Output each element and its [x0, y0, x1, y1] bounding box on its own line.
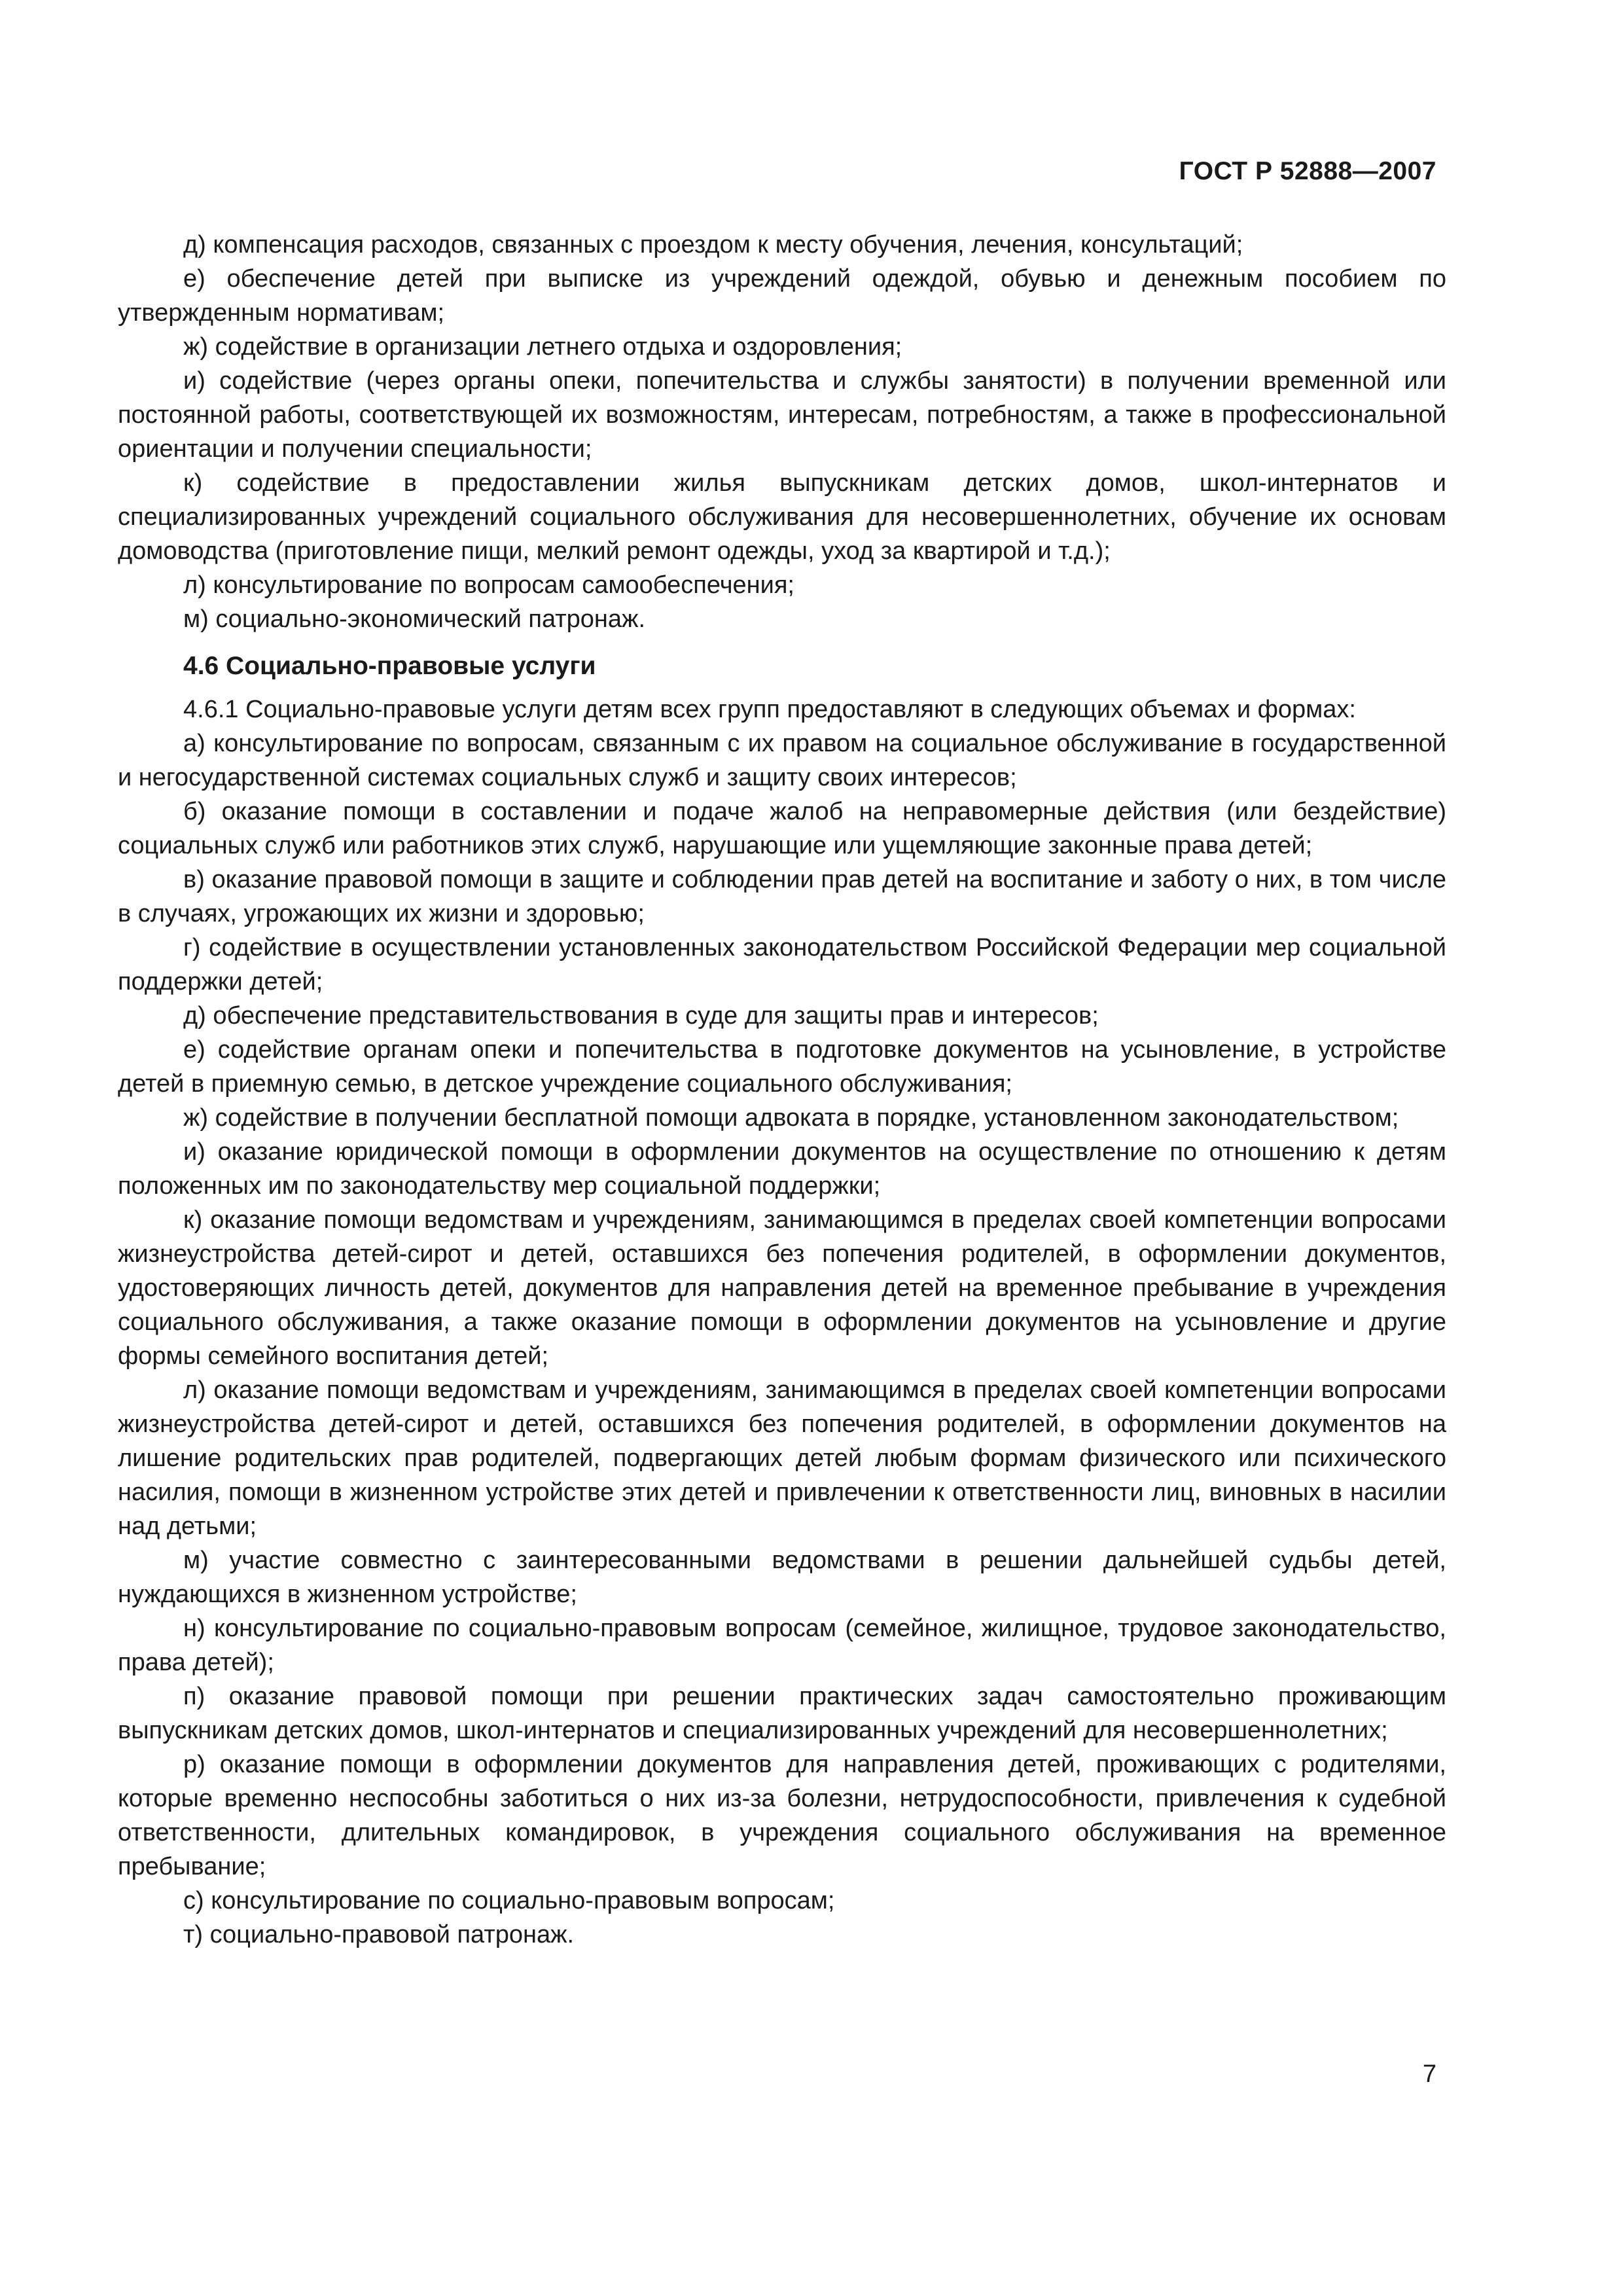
document-code-header: ГОСТ Р 52888—2007: [1179, 157, 1436, 185]
list-item: г) содействие в осуществлении установленных законодательством Российской Федерации мер социальной поддержки детей;: [118, 934, 1446, 996]
list-item: и) оказание юридической помощи в оформлении документов на осуществление по отношению к детям положенных им по законодательству мер социальной поддержки;: [118, 1138, 1446, 1200]
list-item: и) содействие (через органы опеки, попечительства и службы занятости) в получении временной или постоянной работы, соответствующей их возможностям, интересам, потребностям, а также в профессиональной ориентации и получении специальности;: [118, 367, 1446, 463]
list-item: л) консультирование по вопросам самообеспечения;: [183, 571, 794, 599]
list-item: в) оказание правовой помощи в защите и соблюдении прав детей на воспитание и заботу о них, в том числе в случаях, угрожающих их жизни и здоровью;: [118, 866, 1446, 927]
list-item: к) содействие в предоставлении жилья выпускникам детских домов, школ-интернатов и специализированных учреждений социального обслуживания для несовершеннолетних, обучение их основам домоводства (приготовление пищи, мелкий ремонт одежды, уход за квартирой и т.д.);: [118, 469, 1446, 565]
list-item: а) консультирование по вопросам, связанным с их правом на социальное обслуживание в государственной и негосударственной системах социальных служб и защиту своих интересов;: [118, 730, 1446, 791]
list-item: ж) содействие в организации летнего отдыха и оздоровления;: [183, 333, 902, 361]
list-item: е) содействие органам опеки и попечительства в подготовке документов на усыновление, в устройстве детей в приемную семью, в детское учреждение социального обслуживания;: [118, 1036, 1446, 1098]
list-item: р) оказание помощи в оформлении документов для направления детей, проживающих с родителями, которые временно неспособны заботиться о них из-за болезни, нетрудоспособности, привлечения к судебной ответственности, длительных командировок, в учреждения социального обслуживания на временное пребывание;: [118, 1751, 1446, 1880]
list-item: б) оказание помощи в составлении и подаче жалоб на неправомерные действия (или бездействие) социальных служб или работников этих служб, нарушающие или ущемляющие законные права детей;: [118, 798, 1446, 859]
list-item: л) оказание помощи ведомствам и учреждениям, занимающимся в пределах своей компетенции вопросами жизнеустройства детей-сирот и детей, оставшихся без попечения родителей, в оформлении документов на лишение родительских прав родителей, подвергающих детей любым формам физического или психического насилия, помощи в жизненном устройстве этих детей и привлечении к ответственности лиц, виновных в насилии над детьми;: [118, 1376, 1446, 1540]
list-item: п) оказание правовой помощи при решении практических задач самостоятельно проживающим выпускникам детских домов, школ-интернатов и специализированных учреждений для несовершеннолетних;: [118, 1683, 1446, 1744]
section-heading: 4.6 Социально-правовые услуги: [183, 652, 596, 680]
list-item: н) консультирование по социально-правовым вопросам (семейное, жилищное, трудовое законодательство, права детей);: [118, 1615, 1446, 1676]
list-item: м) социально-экономический патронаж.: [183, 605, 646, 633]
document-body: [118, 228, 1446, 1952]
list-item: ж) содействие в получении бесплатной помощи адвоката в порядке, установленном законодательством;: [183, 1104, 1399, 1132]
list-item: с) консультирование по социально-правовым вопросам;: [183, 1887, 835, 1914]
list-item: д) обеспечение представительствования в суде для защиты прав и интересов;: [183, 1002, 1099, 1030]
list-item: т) социально-правовой патронаж.: [183, 1921, 575, 1948]
page-number: 7: [1422, 2060, 1436, 2088]
section-intro: 4.6.1 Социально-правовые услуги детям всех групп предоставляют в следующих объемах и формах:: [183, 696, 1356, 723]
list-item: д) компенсация расходов, связанных с проездом к месту обучения, лечения, консультаций;: [183, 231, 1243, 259]
list-item: е) обеспечение детей при выписке из учреждений одеждой, обувью и денежным пособием по утвержденным нормативам;: [118, 265, 1446, 327]
list-item: к) оказание помощи ведомствам и учреждениям, занимающимся в пределах своей компетенции вопросами жизнеустройства детей-сирот и детей, оставшихся без попечения родителей, в оформлении документов, удостоверяющих личность детей, документов для направления детей на временное пребывание в учреждения социального обслуживания, а также оказание помощи в оформлении документов на усыновление и другие формы семейного воспитания детей;: [118, 1206, 1446, 1370]
list-item: м) участие совместно с заинтересованными ведомствами в решении дальнейшей судьбы детей, нуждающихся в жизненном устройстве;: [118, 1547, 1446, 1608]
